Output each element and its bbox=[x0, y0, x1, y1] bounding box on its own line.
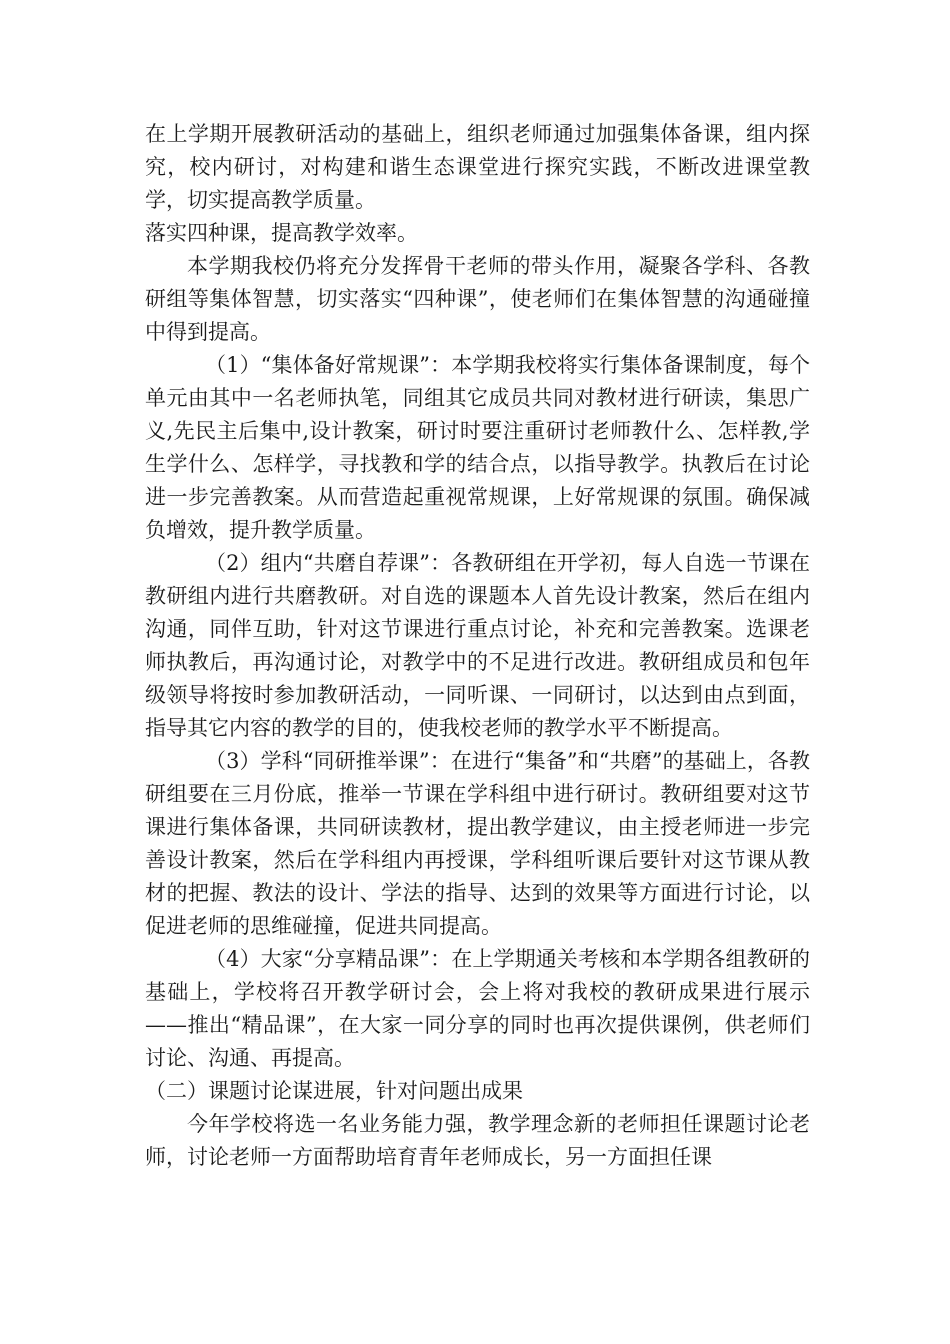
paragraph-item-2: （2）组内“共磨自荐课”：各教研组在开学初，每人自选一节课在教研组内进行共磨教研。对自选的课题本人首先设计教案，然后在组内沟通，同伴互助，针对这节课进行重点讨论，补充和完善教案。选课老师执教后，再沟通讨论，对教学中的不足进行改进。教研组成员和包年级领导将按时参加教研活动，一同听课、一同研讨，以达到由点到面，指导其它内容的教学的目的，使我校老师的教学水平不断提高。 bbox=[145, 551, 810, 740]
section-heading-research: （二）课题讨论谋进展，针对问题出成果 bbox=[145, 1079, 523, 1103]
paragraph-item-3: （3）学科“同研推举课”：在进行“集备”和“共磨”的基础上，各教研组要在三月份底，推举一节课在学科组中进行研讨。教研组要对这节课进行集体备课，共同研读教材，提出教学建议，由主授老师进一步完善设计教案，然后在学科组内再授课，学科组听课后要针对这节课从教材的把握、教法的设计、学法的指导、达到的效果等方面进行讨论，以促进老师的思维碰撞，促进共同提高。 bbox=[145, 749, 810, 938]
paragraph-research: 今年学校将选一名业务能力强，教学理念新的老师担任课题讨论老师，讨论老师一方面帮助培育青年老师成长，另一方面担任课 bbox=[145, 1112, 810, 1169]
section-heading-four-lessons: 落实四种课，提高教学效率。 bbox=[145, 221, 418, 245]
paragraph-item-1: （1）“集体备好常规课”：本学期我校将实行集体备课制度，每个单元由其中一名老师执笔，同组其它成员共同对教材进行研读，集思广义,先民主后集中,设计教案，研讨时要注重研讨老师教什么、怎样教,学生学什么、怎样学，寻找教和学的结合点，以指导教学。执教后在讨论进一步完善教案。从而营造起重视常规课，上好常规课的氛围。确保减负增效，提升教学质量。 bbox=[145, 353, 810, 542]
paragraph-intro: 在上学期开展教研活动的基础上，组织老师通过加强集体备课，组内探究，校内研讨，对构建和谐生态课堂进行探究实践，不断改进课堂教学，切实提高教学质量。 bbox=[145, 122, 810, 212]
paragraph-four-lessons-overview: 本学期我校仍将充分发挥骨干老师的带头作用，凝聚各学科、各教研组等集体智慧，切实落实“四种课”，使老师们在集体智慧的沟通碰撞中得到提高。 bbox=[145, 254, 810, 344]
paragraph-item-4: （4）大家“分享精品课”：在上学期通关考核和本学期各组教研的基础上，学校将召开教学研讨会，会上将对我校的教研成果进行展示——推出“精品课”，在大家一同分享的同时也再次提供课例，供老师们讨论、沟通、再提高。 bbox=[145, 947, 810, 1070]
document-page bbox=[145, 118, 810, 1174]
